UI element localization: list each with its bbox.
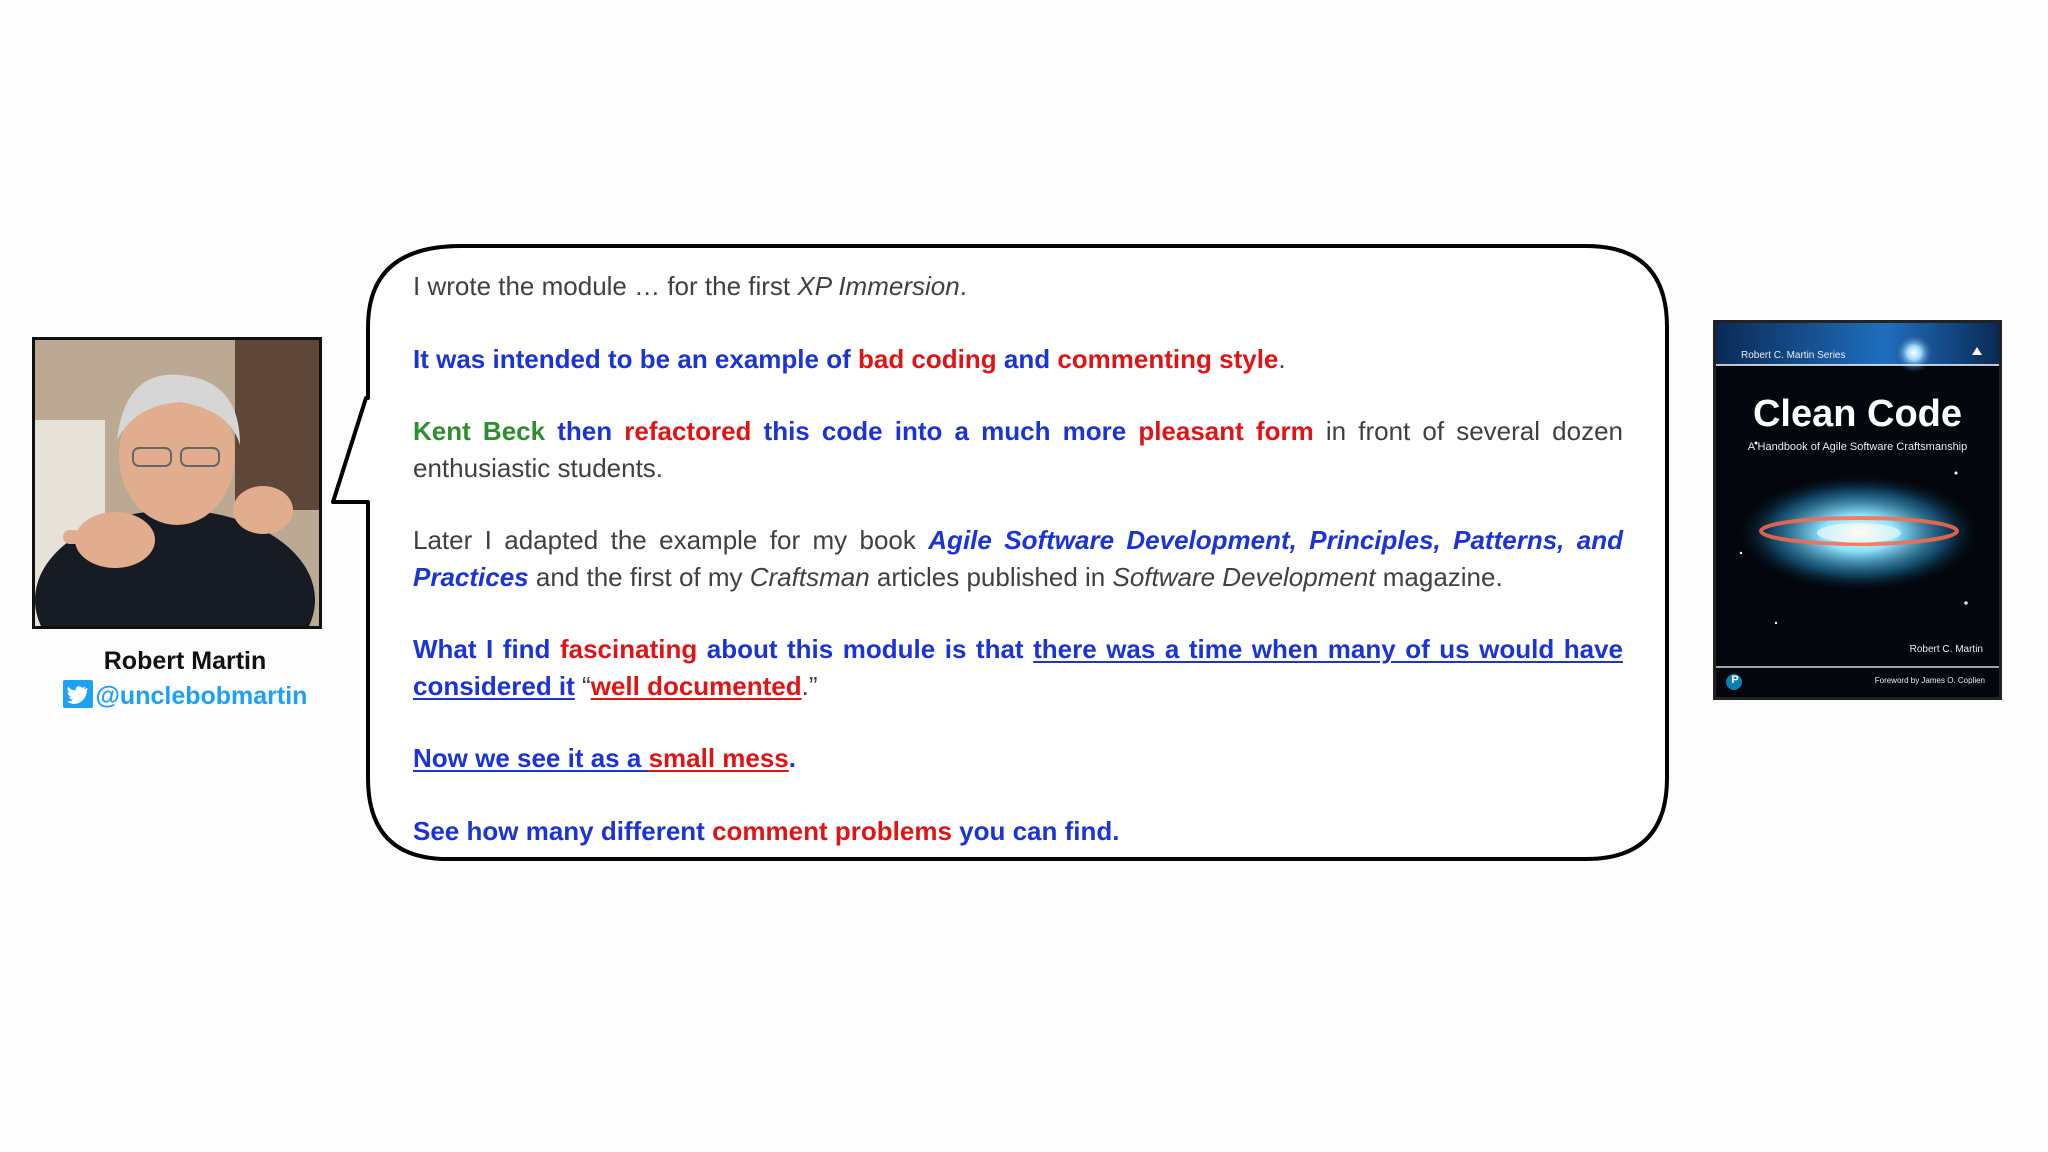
quote-paragraph-7	[413, 813, 1623, 850]
book-title-agile: Agile Software Development, Principles, Patterns, and Practices	[413, 525, 1623, 592]
quote-highlight-blue: See how many different	[413, 815, 713, 846]
quote-highlight-blue: this code into a much more	[751, 416, 1139, 446]
book-author: Robert C. Martin	[1909, 644, 1983, 655]
quote-highlight-blue: .	[788, 743, 797, 773]
quote-text-span: I wrote the module … for the first	[413, 271, 798, 301]
quote-highlight-blue: What I find	[413, 634, 560, 664]
quote-highlight-blue: you can find.	[951, 815, 1120, 846]
quote-highlight-blue: It was intended to be an example of	[413, 343, 858, 374]
book-series-label: Robert C. Martin Series	[1741, 350, 1846, 361]
quote-text	[413, 268, 1623, 849]
quote-paragraph-5	[413, 631, 1623, 704]
quote-highlight-red: pleasant form	[1138, 416, 1314, 446]
quote-text-span: in front of several dozen enthusiastic students.	[413, 416, 1624, 483]
quote-underlined-red: well documented	[590, 670, 802, 701]
book-foreword: Foreword by James O. Coplien	[1874, 676, 1985, 685]
quote-highlight-blue: then	[545, 416, 625, 446]
quote-highlight-red: commenting style	[1057, 343, 1279, 374]
twitter-handle-text: @unclebobmartin	[95, 682, 308, 710]
clean-code-book-cover	[1713, 320, 2002, 700]
quote-underlined-red: small mess	[648, 743, 789, 773]
quote-text-span: and the first of my	[528, 561, 750, 592]
quote-highlight-red: comment problems	[712, 815, 952, 846]
quote-text-span: .	[959, 271, 967, 301]
publisher-logo: P	[1731, 674, 1739, 686]
magazine-title: Software Development	[1112, 561, 1376, 592]
kent-beck-name: Kent Beck	[413, 416, 546, 446]
quote-text-span: .	[1278, 343, 1286, 374]
quote-paragraph-3	[413, 413, 1623, 486]
quote-text-span: Later I adapted the example for my book	[413, 525, 929, 555]
quote-highlight-red: fascinating	[559, 634, 698, 664]
book-title: Clean Code	[1752, 393, 1963, 435]
craftsman-title: Craftsman	[749, 561, 870, 592]
xp-immersion-title: XP Immersion	[797, 271, 960, 301]
quote-text-span: .”	[801, 670, 818, 701]
quote-paragraph-2	[413, 341, 1623, 378]
quote-underlined-blue: there was a time when many of us would have considered it	[413, 634, 1623, 701]
quote-highlight-red: bad coding	[857, 343, 997, 374]
quote-underlined-blue: Now we see it as a	[413, 743, 649, 773]
quote-highlight-blue: and	[996, 343, 1058, 374]
quote-text-span: “	[574, 670, 591, 701]
quote-text-span: articles published in	[869, 561, 1113, 592]
quote-paragraph-4	[413, 522, 1623, 595]
quote-highlight-blue: about this module is that	[697, 634, 1034, 664]
quote-highlight-red: refactored	[624, 416, 752, 446]
quote-paragraph-6	[413, 740, 1623, 777]
quote-paragraph-1	[413, 268, 1623, 305]
book-cover-art	[1716, 323, 1999, 697]
quote-text-span: magazine.	[1375, 561, 1503, 592]
book-subtitle: A Handbook of Agile Software Craftsmanship	[1747, 441, 1968, 453]
speaker-name: Robert Martin	[103, 647, 267, 675]
